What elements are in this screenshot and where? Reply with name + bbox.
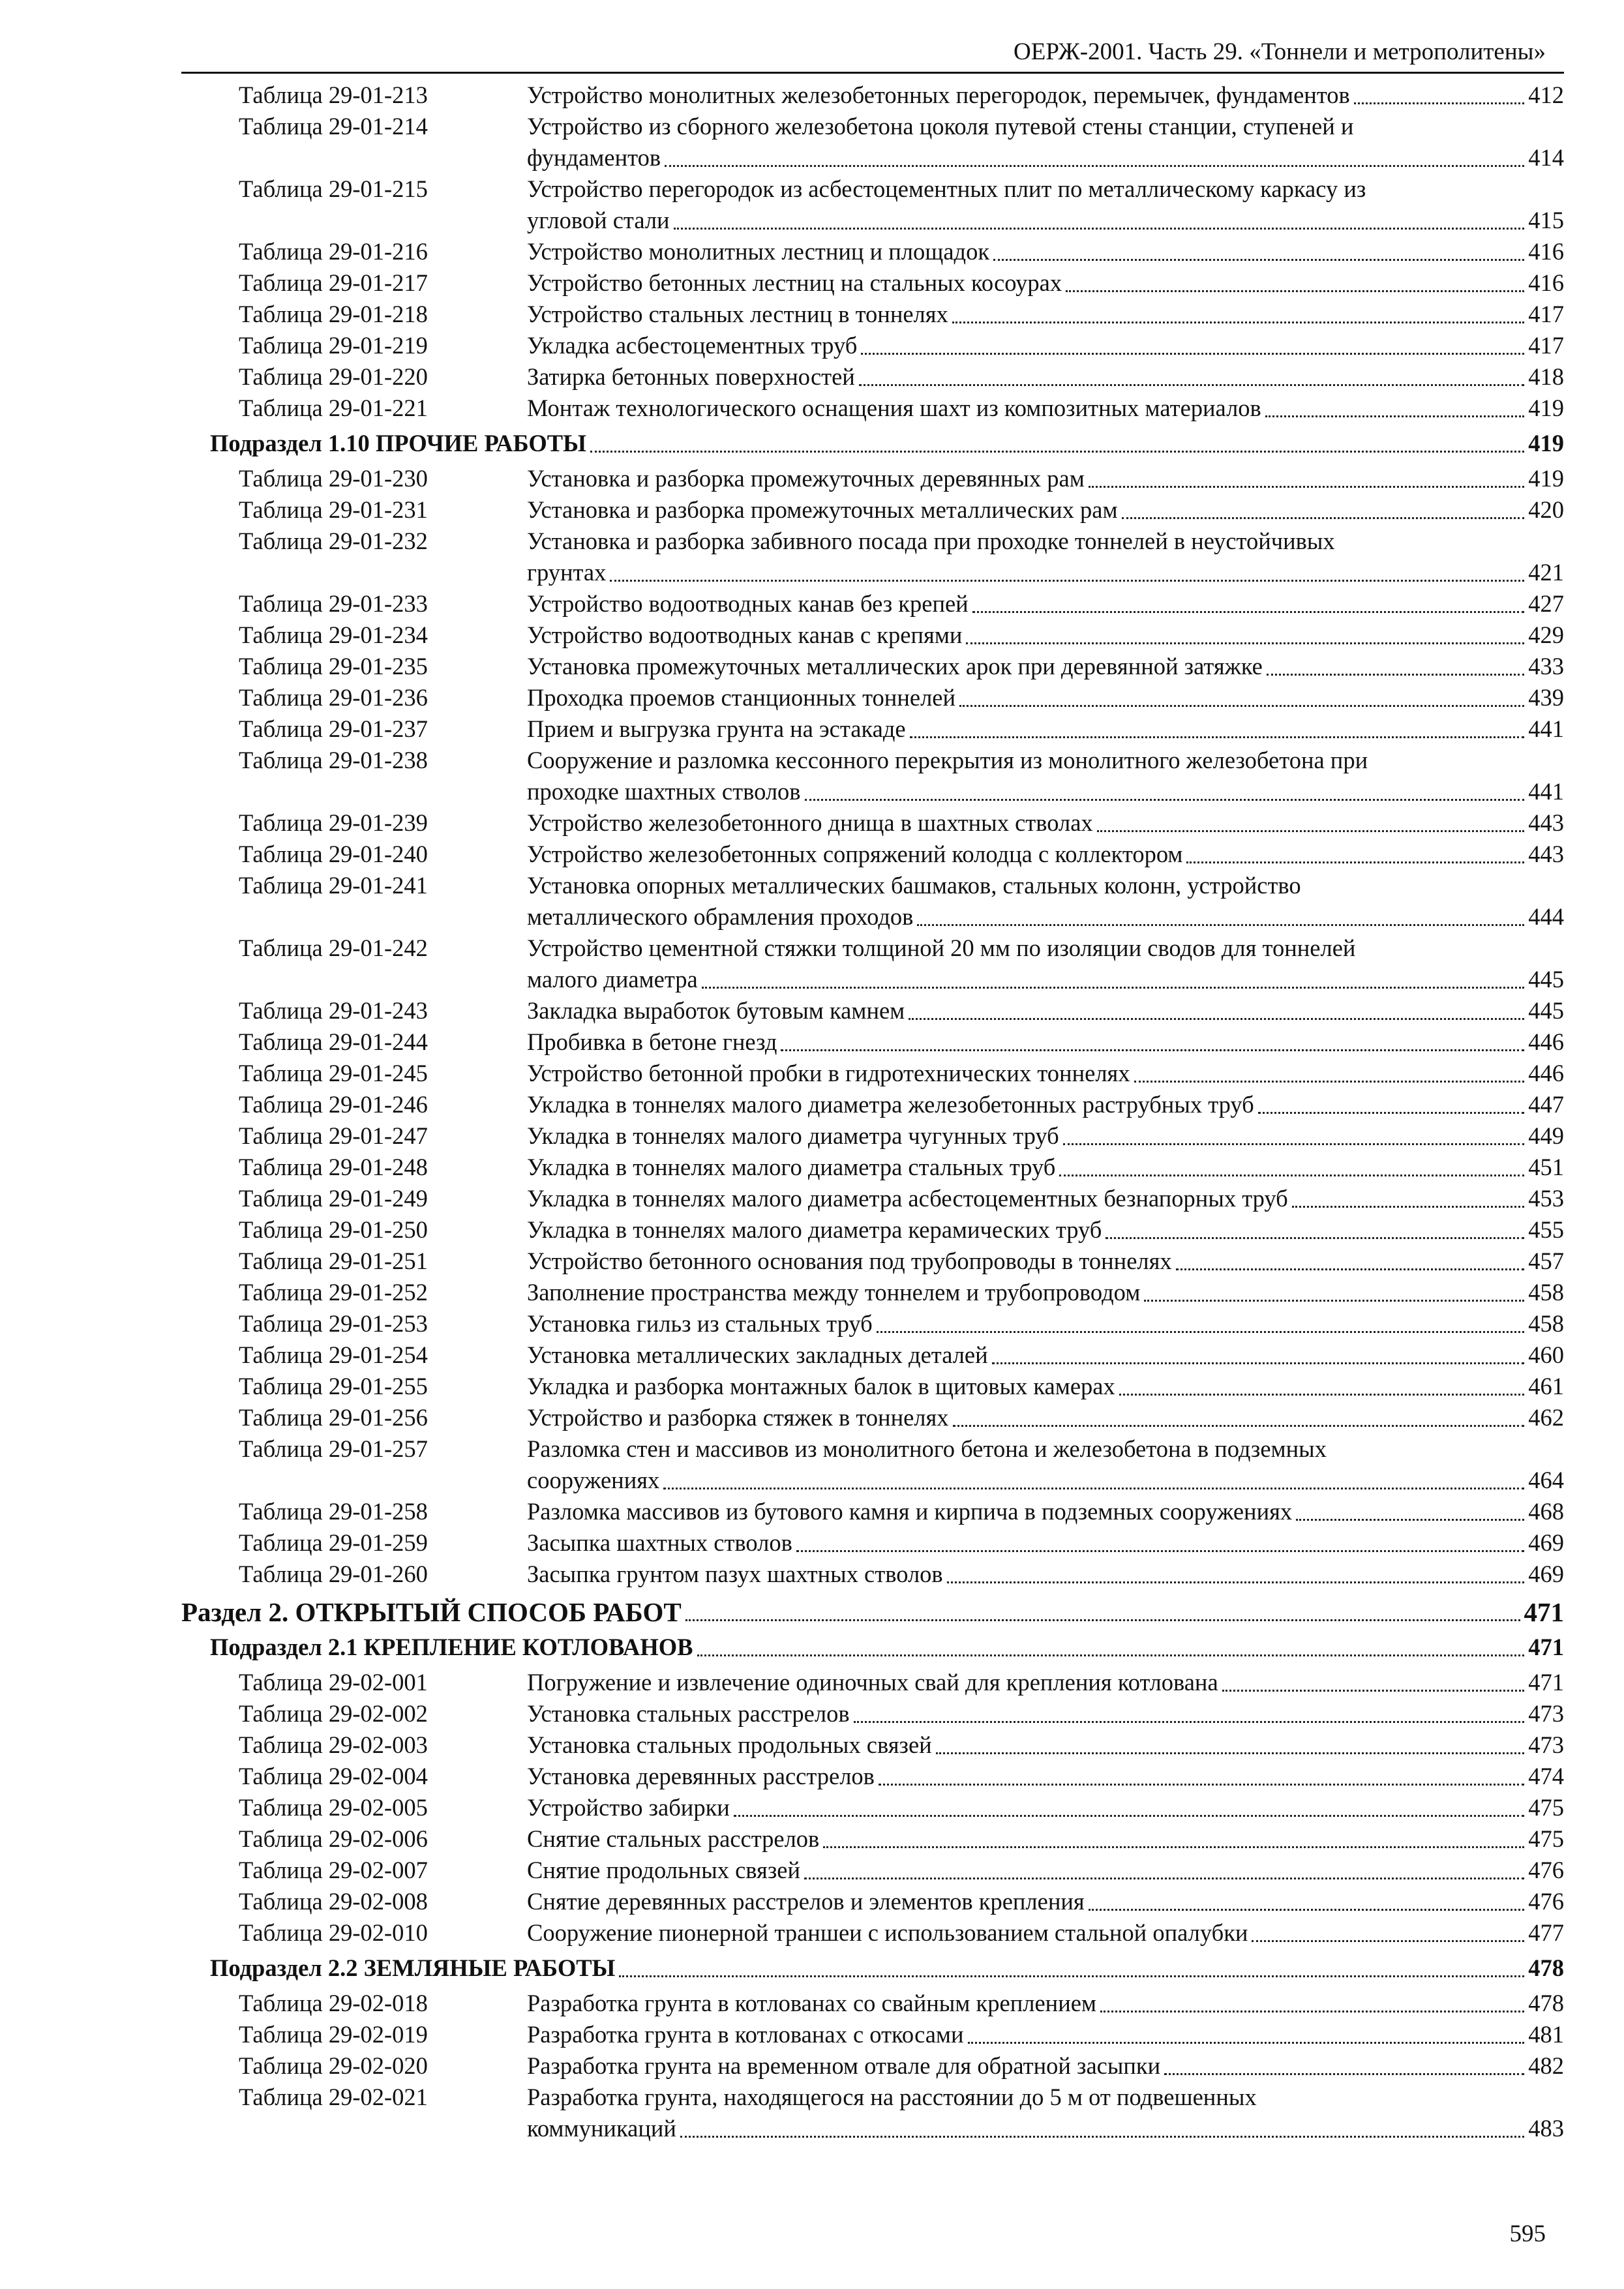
toc-entry-table[interactable] [181, 2082, 1564, 2144]
entry-title: Засыпка грунтом пазух шахтных стволов [527, 1561, 943, 1587]
toc-entry-table[interactable] [181, 1886, 1564, 1917]
entry-title: Устройство стальных лестниц в тоннелях [527, 301, 948, 327]
table-number: Таблица 29-01-260 [239, 1561, 428, 1587]
entry-page-number: 433 [1528, 653, 1564, 680]
entry-page-number: 443 [1528, 841, 1564, 867]
table-number: Таблица 29-01-217 [239, 269, 428, 296]
dot-leader [1222, 1689, 1525, 1692]
toc-entry-table[interactable] [181, 682, 1564, 713]
table-number: Таблица 29-01-254 [239, 1341, 428, 1368]
dot-leader [804, 1877, 1524, 1879]
entry-page-number: 473 [1528, 1700, 1564, 1727]
table-number: Таблица 29-01-258 [239, 1498, 428, 1525]
entry-title: Подраздел 2.2 ЗЕМЛЯНЫЕ РАБОТЫ [210, 1954, 616, 1981]
entry-page-number: 483 [1528, 2115, 1564, 2142]
dot-leader [910, 736, 1525, 738]
entry-title: Установка и разборка промежуточных металлических рам [527, 496, 1118, 523]
entry-title: Устройство монолитных железобетонных перегородок, перемычек, фундаментов [527, 82, 1350, 108]
entry-page-number: 416 [1528, 269, 1564, 296]
dot-leader [1164, 2072, 1524, 2075]
entry-page-number: 412 [1528, 82, 1564, 108]
dot-leader [1258, 1111, 1525, 1114]
entry-page-number: 478 [1528, 1990, 1564, 2016]
table-number: Таблица 29-01-233 [239, 590, 428, 617]
entry-page-number: 455 [1528, 1216, 1564, 1243]
toc-entry-table[interactable] [181, 933, 1564, 995]
dot-leader [877, 1330, 1525, 1333]
entry-title: Монтаж технологического оснащения шахт из композитных материалов [527, 395, 1261, 421]
table-number: Таблица 29-01-259 [239, 1529, 428, 1556]
entry-page-number: 476 [1528, 1888, 1564, 1915]
table-number: Таблица 29-01-234 [239, 621, 428, 648]
dot-leader [1097, 830, 1525, 832]
entry-page-number: 453 [1528, 1185, 1564, 1212]
toc-entry-subsection[interactable] [181, 1632, 1564, 1663]
entry-page-number: 443 [1528, 809, 1564, 836]
dot-leader [1134, 1080, 1525, 1083]
entry-title: Укладка асбестоцементных труб [527, 332, 858, 359]
toc-entry-table[interactable] [181, 807, 1564, 839]
dot-leader [993, 258, 1524, 261]
toc-entry-table[interactable] [181, 1058, 1564, 1089]
entry-page-number: 469 [1528, 1561, 1564, 1587]
toc-entry-table[interactable] [181, 1761, 1564, 1792]
dot-leader [1122, 516, 1525, 519]
entry-title: малого диаметра [527, 966, 698, 993]
entry-page-number: 420 [1528, 496, 1564, 523]
table-number: Таблица 29-01-246 [239, 1091, 428, 1118]
entry-page-number: 449 [1528, 1122, 1564, 1149]
entry-title: Разработка грунта в котлованах со свайным креплением [527, 1990, 1097, 2016]
entry-title: Сооружение пионерной траншеи с использованием стальной опалубки [527, 1919, 1248, 1946]
entry-title: Заполнение пространства между тоннелем и трубопроводом [527, 1279, 1141, 1306]
dot-leader [1265, 415, 1524, 417]
table-number: Таблица 29-02-018 [239, 1990, 428, 2016]
toc-entry-table[interactable] [181, 1729, 1564, 1761]
entry-page-number: 457 [1528, 1248, 1564, 1274]
entry-title: Укладка в тоннелях малого диаметра асбестоцементных безнапорных труб [527, 1185, 1288, 1212]
entry-title: Устройство железобетонного днища в шахтных стволах [527, 809, 1093, 836]
toc-entry-table[interactable] [181, 299, 1564, 330]
toc-entry-table[interactable] [181, 1792, 1564, 1823]
entry-title: Подраздел 2.1 КРЕПЛЕНИЕ КОТЛОВАНОВ [210, 1634, 693, 1660]
entry-title: Разработка грунта в котлованах с откосами [527, 2021, 964, 2048]
entry-title: Укладка в тоннелях малого диаметра железобетонных раструбных труб [527, 1091, 1254, 1118]
dot-leader [781, 1049, 1524, 1051]
table-number: Таблица 29-01-241 [239, 872, 428, 899]
table-number: Таблица 29-02-006 [239, 1825, 428, 1852]
toc-entry-table[interactable] [181, 1308, 1564, 1339]
entry-page-number: 464 [1528, 1467, 1564, 1493]
entry-page-number: 461 [1528, 1373, 1564, 1399]
entry-title-first-line: Установка опорных металлических башмаков, стальных колонн, устройство [527, 872, 1301, 899]
toc-entry-subsection[interactable] [181, 1952, 1564, 1984]
entry-page-number: 458 [1528, 1310, 1564, 1337]
dot-leader [1063, 1143, 1525, 1145]
dot-leader [1176, 1268, 1525, 1270]
entry-page-number: 469 [1528, 1529, 1564, 1556]
entry-page-number: 446 [1528, 1028, 1564, 1055]
entry-page-number: 473 [1528, 1731, 1564, 1758]
table-number: Таблица 29-02-010 [239, 1919, 428, 1946]
toc-entry-table[interactable] [181, 80, 1564, 111]
entry-page-number: 482 [1528, 2052, 1564, 2079]
entry-title: Установка стальных продольных связей [527, 1731, 932, 1758]
entry-title: Устройство монолитных лестниц и площадок [527, 238, 990, 265]
table-number: Таблица 29-01-213 [239, 82, 428, 108]
toc-entry-table[interactable] [181, 1917, 1564, 1949]
dot-leader [680, 2135, 1524, 2138]
entry-title: Укладка в тоннелях малого диаметра керамических труб [527, 1216, 1102, 1243]
entry-page-number: 414 [1528, 144, 1564, 171]
dot-leader [1267, 673, 1524, 676]
entry-title-first-line: Разработка грунта, находящегося на расстоянии до 5 м от подвешенных [527, 2084, 1257, 2110]
toc-entry-table[interactable] [181, 1152, 1564, 1183]
table-number: Таблица 29-02-019 [239, 2021, 428, 2048]
entry-page-number: 460 [1528, 1341, 1564, 1368]
toc-entry-table[interactable] [181, 236, 1564, 267]
entry-page-number: 477 [1528, 1919, 1564, 1946]
toc-entry-table[interactable] [181, 2050, 1564, 2082]
table-number: Таблица 29-01-252 [239, 1279, 428, 1306]
table-number: Таблица 29-01-251 [239, 1248, 428, 1274]
entry-title-first-line: Сооружение и разломка кессонного перекрытия из монолитного железобетона при [527, 747, 1368, 773]
toc-entry-table[interactable] [181, 1988, 1564, 2019]
dot-leader [1354, 102, 1524, 104]
entry-title: Установка деревянных расстрелов [527, 1763, 875, 1789]
entry-title-first-line: Устройство перегородок из асбестоцементных плит по металлическому каркасу из [527, 175, 1366, 202]
entry-page-number: 475 [1528, 1825, 1564, 1852]
entry-title: Устройство бетонного основания под трубопроводы в тоннелях [527, 1248, 1172, 1274]
toc-entry-subsection[interactable] [181, 428, 1564, 459]
table-number: Таблица 29-01-249 [239, 1185, 428, 1212]
entry-page-number: 421 [1528, 559, 1564, 586]
entry-title: проходке шахтных стволов [527, 778, 801, 805]
table-number: Таблица 29-01-220 [239, 363, 428, 390]
table-number: Таблица 29-01-216 [239, 238, 428, 265]
table-number: Таблица 29-01-239 [239, 809, 428, 836]
entry-page-number: 419 [1528, 465, 1564, 492]
toc-entry-table[interactable] [181, 1559, 1564, 1590]
table-number: Таблица 29-01-230 [239, 465, 428, 492]
toc-entry-table[interactable] [181, 1120, 1564, 1152]
dot-leader [734, 1814, 1524, 1817]
table-number: Таблица 29-02-005 [239, 1794, 428, 1821]
table-number: Таблица 29-02-004 [239, 1763, 428, 1789]
entry-title: Укладка и разборка монтажных балок в щитовых камерах [527, 1373, 1115, 1399]
entry-page-number: 451 [1528, 1154, 1564, 1180]
dot-leader [663, 1487, 1524, 1489]
table-of-contents [181, 80, 1564, 2144]
entry-title: фундаментов [527, 144, 661, 171]
table-number: Таблица 29-01-219 [239, 332, 428, 359]
toc-entry-table[interactable] [181, 1371, 1564, 1402]
entry-title: Подраздел 1.10 ПРОЧИЕ РАБОТЫ [210, 430, 586, 456]
running-header: ОЕРЖ-2001. Часть 29. «Тоннели и метрополитены» [1014, 38, 1546, 65]
toc-entry-table[interactable] [181, 1026, 1564, 1058]
entry-page-number: 417 [1528, 301, 1564, 327]
entry-page-number: 441 [1528, 778, 1564, 805]
dot-leader [796, 1549, 1524, 1552]
dot-leader [1292, 1205, 1525, 1208]
dot-leader [1186, 861, 1524, 863]
dot-leader [823, 1846, 1524, 1848]
entry-page-number: 481 [1528, 2021, 1564, 2048]
toc-entry-table[interactable] [181, 870, 1564, 933]
entry-title: Устройство водоотводных канав без крепей [527, 590, 969, 617]
dot-leader [992, 1362, 1525, 1364]
toc-entry-table[interactable] [181, 588, 1564, 620]
toc-entry-table[interactable] [181, 393, 1564, 424]
dot-leader [879, 1783, 1524, 1786]
entry-page-number: 447 [1528, 1091, 1564, 1118]
entry-page-number: 441 [1528, 715, 1564, 742]
entry-title: Укладка в тоннелях малого диаметра стальных труб [527, 1154, 1056, 1180]
entry-title: Закладка выработок бутовым камнем [527, 997, 905, 1024]
header-rule [181, 72, 1564, 74]
table-number: Таблица 29-02-001 [239, 1669, 428, 1696]
entry-page-number: 476 [1528, 1857, 1564, 1883]
toc-entry-table[interactable] [181, 1183, 1564, 1214]
toc-entry-table[interactable] [181, 361, 1564, 393]
table-number: Таблица 29-02-020 [239, 2052, 428, 2079]
toc-entry-table[interactable] [181, 1855, 1564, 1886]
entry-page-number: 475 [1528, 1794, 1564, 1821]
dot-leader [1144, 1299, 1524, 1302]
entry-title: Разломка массивов из бутового камня и кирпича в подземных сооружениях [527, 1498, 1293, 1525]
toc-entry-table[interactable] [181, 1823, 1564, 1855]
dot-leader [1089, 485, 1524, 488]
entry-title: Снятие стальных расстрелов [527, 1825, 820, 1852]
entry-title: Устройство и разборка стяжек в тоннелях [527, 1404, 949, 1431]
entry-title-first-line: Установка и разборка забивного посада при проходке тоннелей в неустойчивых [527, 528, 1335, 554]
toc-entry-table[interactable] [181, 267, 1564, 299]
entry-title: Затирка бетонных поверхностей [527, 363, 855, 390]
entry-title-first-line: Разломка стен и массивов из монолитного бетона и железобетона в подземных [527, 1435, 1327, 1462]
table-number: Таблица 29-01-247 [239, 1122, 428, 1149]
entry-title-first-line: Устройство цементной стяжки толщиной 20 мм по изоляции сводов для тоннелей [527, 935, 1356, 961]
dot-leader [966, 642, 1524, 644]
table-number: Таблица 29-02-008 [239, 1888, 428, 1915]
entry-title: Разработка грунта на временном отвале для обратной засыпки [527, 2052, 1161, 2079]
dot-leader [1059, 1174, 1524, 1176]
entry-page-number: 444 [1528, 903, 1564, 930]
entry-title: Устройство забирки [527, 1794, 730, 1821]
table-number: Таблица 29-01-245 [239, 1060, 428, 1086]
table-number: Таблица 29-01-256 [239, 1404, 428, 1431]
entry-title: сооружениях [527, 1467, 660, 1493]
table-number: Таблица 29-01-242 [239, 935, 428, 961]
dot-leader [909, 1017, 1524, 1020]
entry-page-number: 478 [1528, 1954, 1564, 1981]
toc-entry-table[interactable] [181, 1698, 1564, 1729]
entry-page-number: 419 [1528, 395, 1564, 421]
toc-entry-table[interactable] [181, 1246, 1564, 1277]
toc-entry-table[interactable] [181, 1527, 1564, 1559]
entry-title: Установка гильз из стальных труб [527, 1310, 873, 1337]
toc-entry-table[interactable] [181, 173, 1564, 236]
dot-leader [1105, 1236, 1524, 1239]
dot-leader [959, 704, 1524, 707]
toc-entry-table[interactable] [181, 839, 1564, 870]
entry-page-number: 462 [1528, 1404, 1564, 1431]
toc-entry-table[interactable] [181, 1089, 1564, 1120]
dot-leader [854, 1720, 1525, 1723]
toc-entry-table[interactable] [181, 111, 1564, 173]
entry-title: Установка и разборка промежуточных деревянных рам [527, 465, 1085, 492]
dot-leader [1252, 1939, 1524, 1942]
dot-leader [861, 352, 1524, 355]
entry-title: металлического обрамления проходов [527, 903, 914, 930]
dot-leader [917, 923, 1524, 926]
entry-page-number: 419 [1528, 430, 1564, 456]
dot-leader [936, 1752, 1525, 1754]
dot-leader [1119, 1393, 1525, 1396]
dot-leader [952, 321, 1524, 323]
toc-entry-table[interactable] [181, 1433, 1564, 1496]
entry-title-first-line: Устройство из сборного железобетона цоколя путевой стены станции, ступеней и [527, 113, 1354, 140]
entry-title: Пробивка в бетоне гнезд [527, 1028, 777, 1055]
toc-entry-table[interactable] [181, 651, 1564, 682]
table-number: Таблица 29-01-238 [239, 747, 428, 773]
table-number: Таблица 29-01-257 [239, 1435, 428, 1462]
table-number: Таблица 29-01-218 [239, 301, 428, 327]
toc-entry-table[interactable] [181, 1214, 1564, 1246]
dot-leader [1296, 1518, 1524, 1521]
dot-leader [1089, 1908, 1525, 1911]
entry-title: Устройство железобетонных сопряжений колодца с коллектором [527, 841, 1183, 867]
entry-title: Проходка проемов станционных тоннелей [527, 684, 956, 711]
entry-title: Раздел 2. ОТКРЫТЫЙ СПОСОБ РАБОТ [181, 1597, 682, 1627]
toc-entry-table[interactable] [181, 1277, 1564, 1308]
dot-leader [665, 164, 1524, 167]
table-number: Таблица 29-01-231 [239, 496, 428, 523]
dot-leader [972, 610, 1525, 613]
entry-page-number: 416 [1528, 238, 1564, 265]
toc-entry-table[interactable] [181, 1667, 1564, 1698]
dot-leader [968, 2041, 1525, 2044]
entry-page-number: 445 [1528, 966, 1564, 993]
page-number: 595 [1509, 2221, 1546, 2247]
toc-entry-table[interactable] [181, 713, 1564, 745]
toc-entry-table[interactable] [181, 526, 1564, 588]
table-number: Таблица 29-01-232 [239, 528, 428, 554]
table-number: Таблица 29-01-236 [239, 684, 428, 711]
entry-title: Погружение и извлечение одиночных свай для крепления котлована [527, 1669, 1218, 1696]
dot-leader [697, 1654, 1525, 1656]
toc-entry-table[interactable] [181, 995, 1564, 1026]
table-number: Таблица 29-01-255 [239, 1373, 428, 1399]
table-number: Таблица 29-01-237 [239, 715, 428, 742]
entry-title: угловой стали [527, 207, 670, 233]
dot-leader [953, 1424, 1525, 1427]
entry-title: Устройство бетонных лестниц на стальных косоурах [527, 269, 1062, 296]
table-number: Таблица 29-02-021 [239, 2084, 428, 2110]
toc-entry-table[interactable] [181, 1402, 1564, 1433]
dot-leader [1100, 2010, 1524, 2012]
entry-page-number: 471 [1524, 1597, 1564, 1627]
entry-page-number: 468 [1528, 1498, 1564, 1525]
entry-page-number: 418 [1528, 363, 1564, 390]
toc-entry-table[interactable] [181, 745, 1564, 807]
dot-leader [947, 1581, 1525, 1583]
entry-title: Снятие продольных связей [527, 1857, 800, 1883]
toc-entry-table[interactable] [181, 620, 1564, 651]
table-number: Таблица 29-01-244 [239, 1028, 428, 1055]
entry-title: Установка стальных расстрелов [527, 1700, 850, 1727]
entry-title: коммуникаций [527, 2115, 676, 2142]
toc-entry-table[interactable] [181, 494, 1564, 526]
entry-title: Установка промежуточных металлических арок при деревянной затяжке [527, 653, 1263, 680]
dot-leader [685, 1619, 1520, 1621]
entry-title: Укладка в тоннелях малого диаметра чугунных труб [527, 1122, 1059, 1149]
table-number: Таблица 29-01-240 [239, 841, 428, 867]
table-number: Таблица 29-01-250 [239, 1216, 428, 1243]
entry-title: Снятие деревянных расстрелов и элементов крепления [527, 1888, 1085, 1915]
table-number: Таблица 29-02-003 [239, 1731, 428, 1758]
entry-page-number: 471 [1528, 1634, 1564, 1660]
entry-page-number: 417 [1528, 332, 1564, 359]
dot-leader [1066, 290, 1524, 292]
dot-leader [805, 798, 1525, 801]
toc-entry-table[interactable] [181, 1496, 1564, 1527]
entry-page-number: 446 [1528, 1060, 1564, 1086]
dot-leader [674, 227, 1525, 230]
table-number: Таблица 29-01-243 [239, 997, 428, 1024]
entry-page-number: 415 [1528, 207, 1564, 233]
table-number: Таблица 29-01-235 [239, 653, 428, 680]
toc-entry-table[interactable] [181, 330, 1564, 361]
toc-entry-section[interactable] [181, 1596, 1564, 1628]
entry-title: грунтах [527, 559, 607, 586]
toc-entry-table[interactable] [181, 463, 1564, 494]
table-number: Таблица 29-01-221 [239, 395, 428, 421]
entry-page-number: 427 [1528, 590, 1564, 617]
dot-leader [702, 986, 1525, 989]
toc-entry-table[interactable] [181, 2019, 1564, 2050]
dot-leader [619, 1975, 1524, 1977]
entry-title: Засыпка шахтных стволов [527, 1529, 792, 1556]
table-number: Таблица 29-02-007 [239, 1857, 428, 1883]
entry-page-number: 429 [1528, 621, 1564, 648]
entry-page-number: 474 [1528, 1763, 1564, 1789]
table-number: Таблица 29-01-253 [239, 1310, 428, 1337]
entry-page-number: 471 [1528, 1669, 1564, 1696]
table-number: Таблица 29-02-002 [239, 1700, 428, 1727]
table-number: Таблица 29-01-248 [239, 1154, 428, 1180]
entry-title: Устройство водоотводных канав с крепями [527, 621, 963, 648]
entry-title: Устройство бетонной пробки в гидротехнических тоннелях [527, 1060, 1130, 1086]
table-number: Таблица 29-01-214 [239, 113, 428, 140]
toc-entry-table[interactable] [181, 1339, 1564, 1371]
entry-page-number: 458 [1528, 1279, 1564, 1306]
table-number: Таблица 29-01-215 [239, 175, 428, 202]
dot-leader [859, 383, 1524, 386]
entry-title: Прием и выгрузка грунта на эстакаде [527, 715, 906, 742]
dot-leader [610, 579, 1524, 582]
entry-page-number: 439 [1528, 684, 1564, 711]
dot-leader [590, 450, 1524, 453]
entry-page-number: 445 [1528, 997, 1564, 1024]
entry-title: Установка металлических закладных деталей [527, 1341, 988, 1368]
